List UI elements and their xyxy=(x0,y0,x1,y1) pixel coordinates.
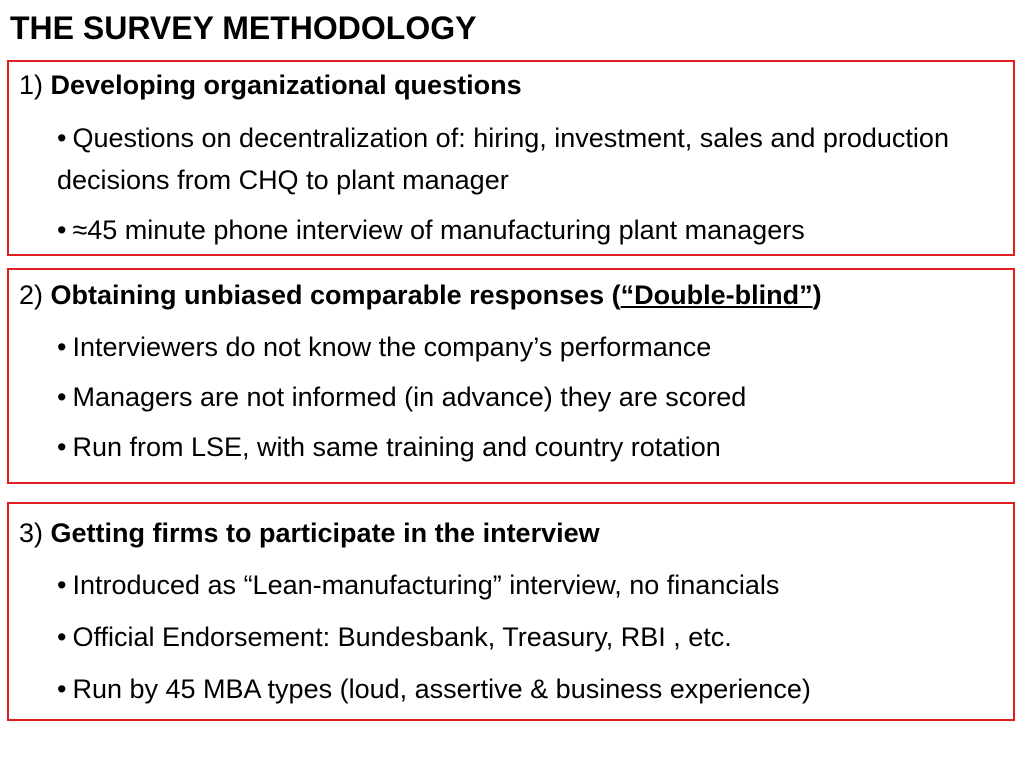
bullet-dot-icon: • xyxy=(57,570,67,600)
section-2-bullet-3-text: Run from LSE, with same training and country rotation xyxy=(72,432,721,462)
section-2-bullet-1-text: Interviewers do not know the company’s performance xyxy=(72,332,712,362)
bullet-dot-icon: • xyxy=(57,622,67,652)
section-3-heading xyxy=(19,518,600,549)
bullet-dot-icon: • xyxy=(57,432,67,462)
bullet-dot-icon: • xyxy=(57,123,67,153)
section-3-number: 3) xyxy=(19,518,44,548)
section-3-bullet-2 xyxy=(57,616,732,658)
bullet-dot-icon: • xyxy=(57,382,67,412)
section-3-box xyxy=(7,502,1015,721)
section-1-heading-text: Developing organizational questions xyxy=(50,70,522,100)
section-1-bullet-1 xyxy=(57,117,1017,201)
section-2-heading-close: ) xyxy=(812,280,822,310)
section-1-bullet-2 xyxy=(57,209,805,251)
section-3-bullet-3-text: Run by 45 MBA types (loud, assertive & business experience) xyxy=(72,674,811,704)
section-2-bullet-2-text: Managers are not informed (in advance) they are scored xyxy=(72,382,747,412)
section-1-bullet-1-text: Questions on decentralization of: hiring, investment, sales and production decisions from CHQ to plant manager xyxy=(57,123,949,195)
bullet-dot-icon: • xyxy=(57,332,67,362)
slide-title: THE SURVEY METHODOLOGY xyxy=(10,10,477,46)
section-3-bullet-2-text: Official Endorsement: Bundesbank, Treasury, RBI , etc. xyxy=(72,622,732,652)
section-1-bullet-2-text: ≈45 minute phone interview of manufacturing plant managers xyxy=(72,215,805,245)
section-2-bullet-2 xyxy=(57,376,746,418)
section-2-heading-text: Obtaining unbiased comparable responses ( xyxy=(50,280,621,310)
section-1-box xyxy=(7,60,1015,256)
section-3-heading-text: Getting firms to participate in the interview xyxy=(50,518,600,548)
section-2-box xyxy=(7,268,1015,484)
section-2-heading xyxy=(19,280,822,311)
section-2-number: 2) xyxy=(19,280,44,310)
section-3-bullet-1-text: Introduced as “Lean-manufacturing” interview, no financials xyxy=(72,570,780,600)
section-1-heading xyxy=(19,70,522,101)
section-2-bullet-3 xyxy=(57,426,721,468)
section-1-number: 1) xyxy=(19,70,44,100)
bullet-dot-icon: • xyxy=(57,215,67,245)
section-2-bullet-1 xyxy=(57,326,711,368)
bullet-dot-icon: • xyxy=(57,674,67,704)
section-3-bullet-3 xyxy=(57,668,811,710)
section-3-bullet-1 xyxy=(57,564,779,606)
section-2-heading-underlined: “Double-blind” xyxy=(620,280,813,310)
